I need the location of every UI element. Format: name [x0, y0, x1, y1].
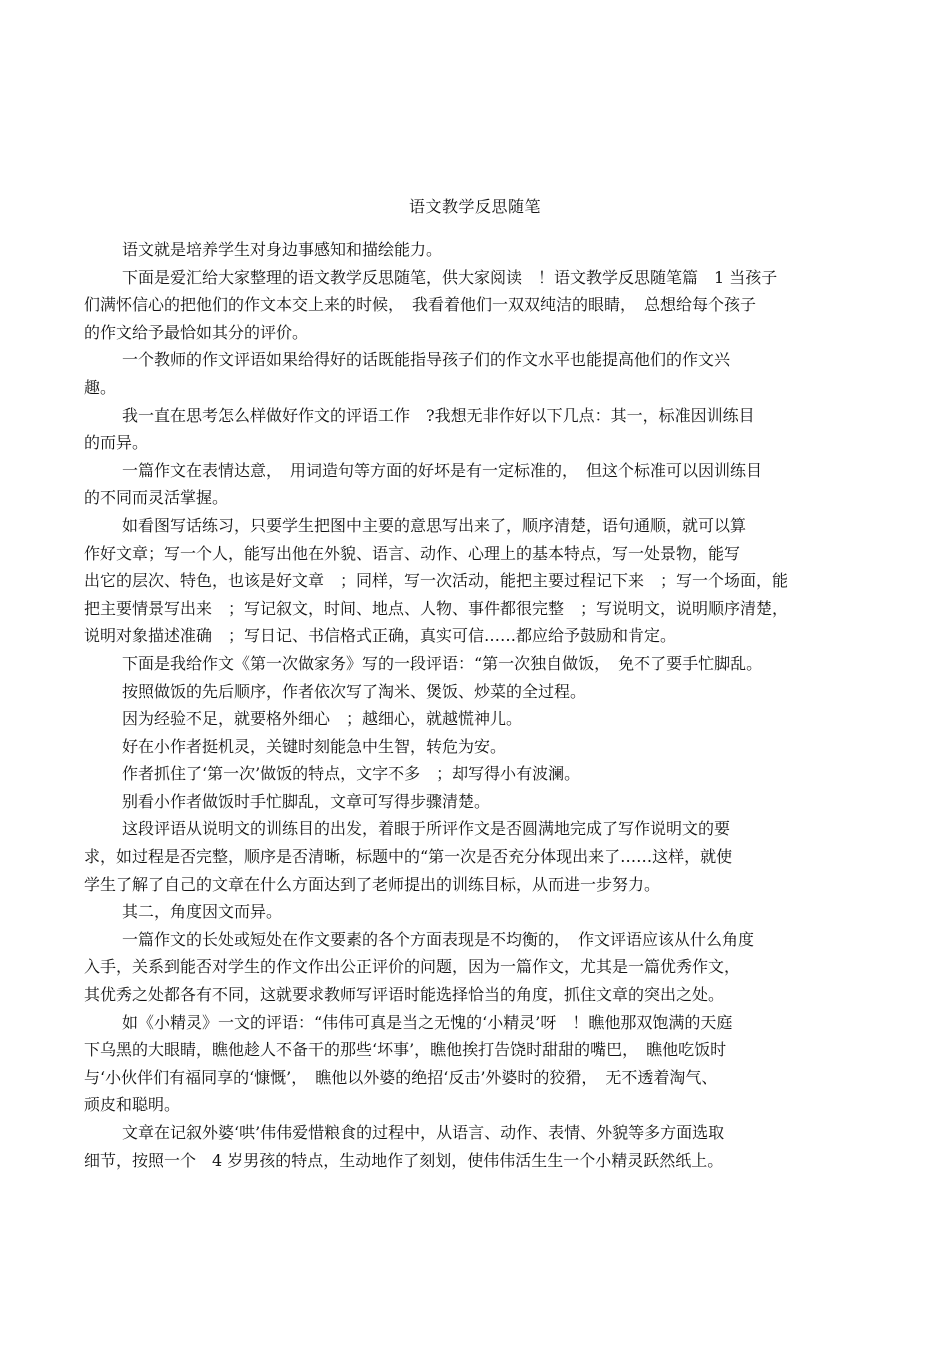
- text-line: 一个教师的作文评语如果给得好的话既能指导孩子们的作文水平也能提高他们的作文兴: [122, 350, 731, 370]
- text-line: 如《小精灵》一文的评语：“伟伟可真是当之无愧的‘小精灵’呀 ！瞧他那双饱满的天庭: [122, 1012, 733, 1032]
- text-line: 如看图写话练习，只要学生把图中主要的意思写出来了，顺序清楚，语句通顺，就可以算: [122, 515, 747, 535]
- document-body: [84, 236, 866, 1174]
- text-line: 趣。: [84, 377, 117, 397]
- text-line: 好在小作者挺机灵，关键时刻能急中生智，转危为安。: [122, 736, 507, 756]
- text-line: 别看小作者做饭时手忙脚乱，文章可写得步骤清楚。: [122, 791, 491, 811]
- text-line: 把主要情景写出来 ；写记叙文，时间、地点、人物、事件都很完整 ；写说明文，说明顺序清楚，: [84, 598, 789, 618]
- text-line: 学生了解了自己的文章在什么方面达到了老师提出的训练目标，从而进一步努力。: [84, 874, 661, 894]
- text-line: 语文就是培养学生对身边事感知和描绘能力。: [122, 240, 443, 259]
- text-line: 说明对象描述准确 ；写日记、书信格式正确，真实可信……都应给予鼓励和肯定。: [84, 626, 677, 646]
- text-line: 其二，角度因文而异。: [122, 902, 283, 922]
- text-line: 细节，按照一个 4 岁男孩的特点，生动地作了刻划，使伟伟活生生一个小精灵跃然纸上。: [84, 1150, 724, 1170]
- text-line: 出它的层次、特色，也该是好文章 ；同样，写一次活动，能把主要过程记下来 ；写一个场面，能: [84, 571, 789, 591]
- text-line: 求，如过程是否完整，顺序是否清晰，标题中的“第一次是否充分体现出来了……这样，就使: [84, 847, 733, 867]
- text-line: 其优秀之处都各有不同，这就要求教师写评语时能选择恰当的角度，抓住文章的突出之处。: [84, 985, 725, 1005]
- text-line: 的不同而灵活掌握。: [84, 488, 229, 508]
- document-title: 语文教学反思随笔: [408, 197, 541, 216]
- text-line: 一篇作文在表情达意， 用词造句等方面的好坏是有一定标准的， 但这个标准可以因训练目: [122, 460, 763, 480]
- text-line: 们满怀信心的把他们的作文本交上来的时候， 我看着他们一双双纯洁的眼睛， 总想给每个孩子: [84, 295, 757, 315]
- text-line: 下乌黑的大眼睛，瞧他趁人不备干的那些‘坏事’，瞧他挨打告饶时甜甜的嘴巴， 瞧他吃饭时: [84, 1040, 727, 1060]
- text-line: 与‘小伙伴们有福同享的‘慷慨’， 瞧他以外婆的绝招‘反击’外婆时的狡猾， 无不透着淘气、: [84, 1067, 718, 1087]
- text-line: 按照做饭的先后顺序，作者依次写了淘米、煲饭、炒菜的全过程。: [122, 681, 587, 701]
- text-line: 一篇作文的长处或短处在作文要素的各个方面表现是不均衡的， 作文评语应该从什么角度: [122, 929, 755, 949]
- text-line: 顽皮和聪明。: [84, 1095, 181, 1115]
- text-line: 我一直在思考怎么样做好作文的评语工作 ?我想无非作好以下几点：其一，标准因训练目: [122, 405, 755, 425]
- text-line: 文章在记叙外婆‘哄’伟伟爱惜粮食的过程中，从语言、动作、表情、外貌等多方面选取: [122, 1123, 725, 1142]
- text-line: 入手，关系到能否对学生的作文作出公正评价的问题，因为一篇作文，尤其是一篇优秀作文，: [84, 957, 741, 977]
- text-line: 作者抓住了‘第一次’做饭的特点，文字不多 ；却写得小有波澜。: [122, 764, 581, 784]
- text-line: 作好文章；写一个人，能写出他在外貌、语言、动作、心理上的基本特点，写一处景物，能写: [84, 543, 741, 563]
- text-line: 这段评语从说明文的训练目的出发，着眼于所评作文是否圆满地完成了写作说明文的要: [122, 819, 731, 839]
- text-line: 的而异。: [84, 433, 149, 453]
- text-line: 下面是我给作文《第一次做家务》写的一段评语：“第一次独自做饭， 免不了要手忙脚乱。: [122, 653, 763, 673]
- text-line: 下面是爱汇给大家整理的语文教学反思随笔，供大家阅读 ！语文教学反思随笔篇 1 当孩子: [122, 267, 778, 287]
- text-line: 的作文给予最恰如其分的评价。: [84, 322, 309, 342]
- text-line: 因为经验不足，就要格外细心 ；越细心，就越慌神儿。: [122, 709, 523, 729]
